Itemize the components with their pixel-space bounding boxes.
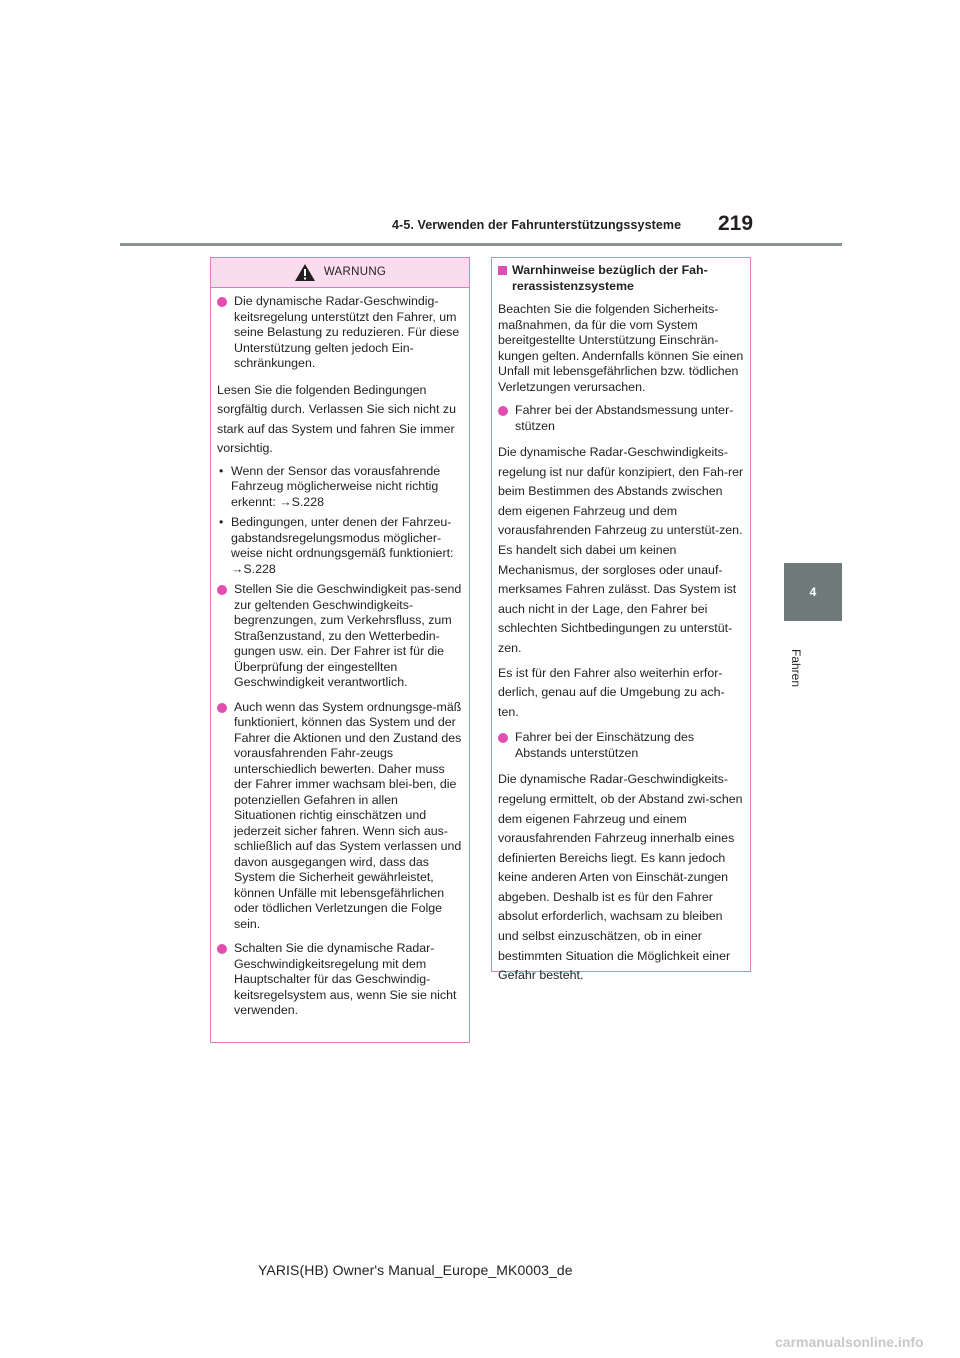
chapter-number: 4 xyxy=(809,585,817,599)
chapter-label xyxy=(782,648,810,688)
warning-triangle-icon xyxy=(294,263,316,282)
warning-bullet xyxy=(217,582,463,691)
condition-text: Wenn der Sensor das vorausfahrende Fahrzeug möglicherweise nicht richtig erkennt: →S.228 xyxy=(231,463,441,509)
condition-text: Bedingungen, unter denen der Fahrzeu-gabstandsregelungsmodus möglicher-weise nicht ordnungsgemäß funktioniert: →S.228 xyxy=(231,515,454,576)
warning-title: WARNUNG xyxy=(323,265,387,278)
notes-paragraph: Die dynamische Radar-Geschwindigkeits-regelung ist nur dafür konzipiert, den Fah-rer beim Bestimmen des Abstands zwischen dem eigenen Fahrzeug und dem vorausfahrenden Fahrzeug zu unterstüt-zen. Es handelt sich dabei um keinen Mechanismus, der sorgloses oder unauf-merksames Fahren zulässt. Das System ist auch nicht in der Lage, den Fahrer bei schlechten Sichtbedingungen zu unterstüt-zen. xyxy=(498,445,744,655)
warning-bullet-text: Auch wenn das System ordnungsge-mäß funktioniert, können das System und der Fahrer die Aktionen und den Zustand des vorausfahrenden Fahr-zeugs unterschiedlich bewerten. Daher muss der Fahrer immer wachsam blei-ben, die potenziellen Gefahren in allen Situationen richtig einschätzen und jederzeit sicher fahren. Wenn sich aus-schließlich auf das System verlassen und davon ausgegangen wird, dass das System die Sicherheit gewährleistet, können Unfälle mit lebensgefährlichen oder tödlichen Verletzungen die Folge sein. xyxy=(234,699,462,931)
notes-bullet xyxy=(498,730,744,761)
notes-bullet-text: Fahrer bei der Abstandsmessung unter-stützen xyxy=(515,403,734,433)
warning-bullet xyxy=(217,941,463,1019)
notes-bullet xyxy=(498,403,744,434)
warning-bullet xyxy=(217,700,463,933)
notes-intro: Beachten Sie die folgenden Sicherheits-maßnahmen, da für die vom System bereitgestellte Unterstützung Einschrän-kungen gelten. Andernfalls können Sie einen Unfall mit lebensgefährlichen bzw. tödlichen Verletzungen verursachen. xyxy=(498,302,744,394)
notes-paragraph: Es ist für den Fahrer also weiterhin erfor-derlich, genau auf die Umgebung zu ach-ten. xyxy=(498,665,725,719)
warning-bullet-text: Stellen Sie die Geschwindigkeit pas-send zur geltenden Geschwindigkeits-begrenzungen, zum Verkehrsfluss, zum Straßenzustand, zu den Wetterbedin-gungen usw. ein. Der Fahrer ist für die Überprüfung der eingestellten Geschwindigkeit verantwortlich. xyxy=(234,582,462,690)
header-divider xyxy=(120,243,842,246)
condition-item xyxy=(217,515,463,577)
bullet-dot-icon xyxy=(498,733,508,743)
warning-content xyxy=(211,288,469,1019)
warning-header xyxy=(211,258,469,288)
bullet-dot-icon xyxy=(217,944,227,954)
bullet-dot-icon xyxy=(217,585,227,595)
bullet-dot-icon xyxy=(498,406,508,416)
warning-box xyxy=(210,257,470,1043)
chapter-tab xyxy=(784,563,842,621)
chapter-label-text: Fahren xyxy=(789,648,803,688)
warning-bullet-text: Schalten Sie die dynamische Radar-Geschwindigkeitsregelung mit dem Hauptschalter für das Geschwindig-keitsregelsystem aus, wenn Sie sie nicht verwenden. xyxy=(234,941,457,1018)
notes-heading xyxy=(498,263,744,294)
bullet-point-icon: • xyxy=(219,515,224,530)
site-watermark[interactable]: carmanualsonline.info xyxy=(775,1334,924,1350)
notes-bullet-text: Fahrer bei der Einschätzung des Abstands unterstützen xyxy=(515,730,695,760)
document-footer: YARIS(HB) Owner's Manual_Europe_MK0003_de xyxy=(258,1262,573,1278)
section-title: 4-5. Verwenden der Fahrunterstützungssysteme xyxy=(392,218,682,232)
bullet-dot-icon xyxy=(217,297,227,307)
page-number: 219 xyxy=(718,212,754,235)
condition-item xyxy=(217,464,463,511)
square-bullet-icon xyxy=(498,266,507,275)
notes-paragraph: Die dynamische Radar-Geschwindigkeits-regelung ermittelt, ob der Abstand zwi-schen dem eigenen Fahrzeug und einem vorausfahrenden Fahrzeug innerhalb eines definierten Bereichs liegt. Es kann jedoch keine anderen Arten von Einschät-zungen abgeben. Deshalb ist es für den Fahrer absolut erforderlich, wachsam zu bleiben und selbst einzuschätzen, ob in einer bestimmten Situation die Möglichkeit einer Gefahr besteht. xyxy=(498,772,743,983)
bullet-point-icon: • xyxy=(219,463,224,478)
notes-heading-text: Warnhinweise bezüglich der Fah-rerassistenzsysteme xyxy=(512,263,708,293)
warning-bullet-text: Die dynamische Radar-Geschwindig-keitsregelung unterstützt den Fahrer, um seine Belastung zu reduzieren. Für diese Unterstützung gelten jedoch Ein-schränkungen. xyxy=(234,294,460,370)
bullet-dot-icon xyxy=(217,703,227,713)
assistance-content xyxy=(492,258,750,986)
warning-bullet xyxy=(217,294,463,372)
assistance-notes-box xyxy=(491,257,751,983)
warning-paragraph: Lesen Sie die folgenden Bedingungen sorgfältig durch. Verlassen Sie sich nicht zu stark auf das System und fahren Sie immer vorsichtig. xyxy=(217,382,456,456)
